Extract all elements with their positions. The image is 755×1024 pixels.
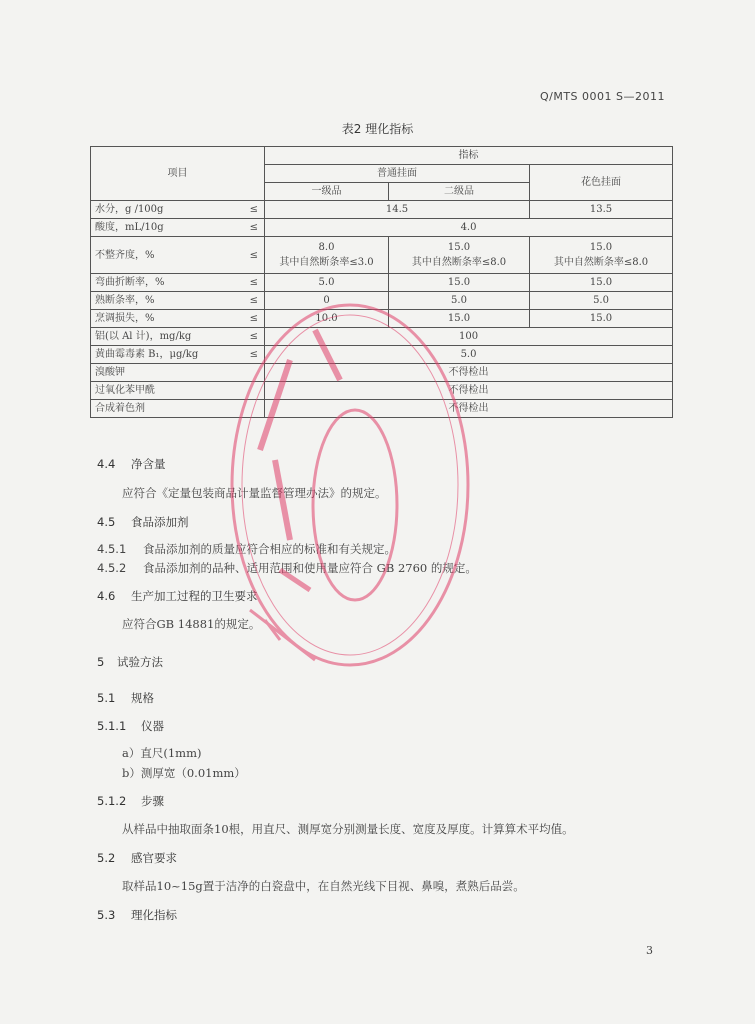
standard-code: Q/MTS 0001 S—2011 bbox=[539, 90, 665, 103]
row-value: 不得检出 bbox=[265, 382, 673, 400]
row-symbol: ≤ bbox=[241, 274, 265, 292]
row-label: 酸度，mL/10g bbox=[91, 219, 241, 237]
page-number: 3 bbox=[646, 944, 653, 957]
header-plain: 普通挂面 bbox=[265, 165, 530, 183]
row-value: 5.0 bbox=[265, 274, 389, 292]
section-title: 感官要求 bbox=[131, 851, 177, 865]
section-title: 试验方法 bbox=[117, 655, 163, 669]
row-label: 黄曲霉毒素 B₁，μg/kg bbox=[91, 346, 241, 364]
section-title: 净含量 bbox=[131, 457, 166, 471]
row-symbol: ≤ bbox=[241, 201, 265, 219]
row-value: 15.0 bbox=[389, 274, 530, 292]
section-title: 规格 bbox=[131, 691, 154, 705]
section-number: 4.5.1 bbox=[97, 542, 127, 556]
row-value bbox=[389, 237, 530, 274]
row-value: 5.0 bbox=[265, 346, 673, 364]
row-value bbox=[265, 237, 389, 274]
header-item: 项目 bbox=[91, 147, 265, 201]
section-number: 4.5 bbox=[97, 515, 116, 529]
header-grade1: 一级品 bbox=[265, 183, 389, 201]
row-symbol: ≤ bbox=[241, 328, 265, 346]
row-label: 过氧化苯甲酰 bbox=[91, 382, 265, 400]
row-symbol: ≤ bbox=[241, 310, 265, 328]
table-title: 表2 理化指标 bbox=[341, 122, 414, 136]
section-title: 生产加工过程的卫生要求 bbox=[131, 589, 258, 603]
list-item: b）测厚宽（0.01mm） bbox=[122, 766, 246, 780]
value-line: 其中自然断条率≤8.0 bbox=[553, 257, 649, 268]
value-line: 其中自然断条率≤3.0 bbox=[279, 257, 374, 268]
row-value: 不得检出 bbox=[265, 364, 673, 382]
row-symbol: ≤ bbox=[241, 346, 265, 364]
list-item: a）直尺(1mm) bbox=[122, 746, 202, 760]
table-row bbox=[91, 274, 673, 292]
row-value: 15.0 bbox=[389, 310, 530, 328]
row-value: 15.0 bbox=[530, 310, 673, 328]
section-number: 4.4 bbox=[97, 457, 116, 471]
row-label: 合成着色剂 bbox=[91, 400, 265, 418]
section-text: 应符合GB 14881的规定。 bbox=[122, 617, 261, 631]
row-label: 溴酸钾 bbox=[91, 364, 265, 382]
section-body: 食品添加剂的品种、适用范围和使用量应符合 GB 2760 的规定。 bbox=[143, 561, 477, 575]
section-number: 5.3 bbox=[97, 908, 116, 922]
section-text: 从样品中抽取面条10根，用直尺、测厚宽分别测量长度、宽度及厚度。计算算术平均值。 bbox=[122, 822, 574, 836]
header-grade2: 二级品 bbox=[389, 183, 530, 201]
value-line: 其中自然断条率≤8.0 bbox=[411, 257, 507, 268]
row-label: 水分，g /100g bbox=[91, 201, 241, 219]
section-number: 5.1.1 bbox=[97, 719, 127, 733]
value-line: 15.0 bbox=[447, 242, 471, 253]
section-number: 5 bbox=[97, 655, 105, 669]
section-heading bbox=[97, 690, 154, 706]
section-text: 应符合《定量包装商品计量监督管理办法》的规定。 bbox=[122, 486, 387, 500]
row-value: 13.5 bbox=[530, 201, 673, 219]
table-row bbox=[91, 219, 673, 237]
row-value: 4.0 bbox=[265, 219, 673, 237]
section-number: 4.6 bbox=[97, 589, 116, 603]
section-number: 5.1.2 bbox=[97, 794, 127, 808]
section-title: 步骤 bbox=[141, 794, 164, 808]
section-heading bbox=[97, 456, 166, 472]
value-line: 15.0 bbox=[589, 242, 613, 253]
table-row bbox=[91, 201, 673, 219]
row-value: 0 bbox=[265, 292, 389, 310]
table-row bbox=[91, 237, 673, 274]
row-value: 10.0 bbox=[265, 310, 389, 328]
section-heading bbox=[97, 654, 163, 670]
section-title: 理化指标 bbox=[131, 908, 177, 922]
row-label: 弯曲折断率，% bbox=[91, 274, 241, 292]
row-label: 熟断条率，% bbox=[91, 292, 241, 310]
row-value: 5.0 bbox=[530, 292, 673, 310]
section-text: 取样品10~15g置于洁净的白瓷盘中，在自然光线下目视、鼻嗅，煮熟后品尝。 bbox=[122, 879, 525, 893]
section-number: 4.5.2 bbox=[97, 561, 127, 575]
section-heading bbox=[97, 907, 177, 923]
section-title: 食品添加剂 bbox=[131, 515, 189, 529]
company-seal-stamp bbox=[220, 290, 480, 680]
row-label: 不整齐度，% bbox=[91, 237, 241, 274]
value-line: 8.0 bbox=[318, 242, 335, 253]
header-index: 指标 bbox=[265, 147, 673, 165]
row-value: 5.0 bbox=[389, 292, 530, 310]
row-label: 烹调损失，% bbox=[91, 310, 241, 328]
row-symbol: ≤ bbox=[241, 237, 265, 274]
row-symbol: ≤ bbox=[241, 219, 265, 237]
row-value: 不得检出 bbox=[265, 400, 673, 418]
row-value: 100 bbox=[265, 328, 673, 346]
section-body: 食品添加剂的质量应符合相应的标准和有关规定。 bbox=[143, 542, 396, 556]
row-symbol: ≤ bbox=[241, 292, 265, 310]
header-flower: 花色挂面 bbox=[530, 165, 673, 201]
row-value: 15.0 bbox=[530, 274, 673, 292]
section-number: 5.2 bbox=[97, 851, 116, 865]
row-label: 铝(以 Al 计)，mg/kg bbox=[91, 328, 241, 346]
row-value bbox=[530, 237, 673, 274]
section-title: 仪器 bbox=[141, 719, 164, 733]
section-heading bbox=[97, 718, 164, 734]
section-number: 5.1 bbox=[97, 691, 116, 705]
section-heading bbox=[97, 514, 189, 530]
section-heading bbox=[97, 850, 177, 866]
row-value: 14.5 bbox=[265, 201, 530, 219]
section-heading bbox=[97, 793, 164, 809]
table-header-row bbox=[91, 147, 673, 165]
